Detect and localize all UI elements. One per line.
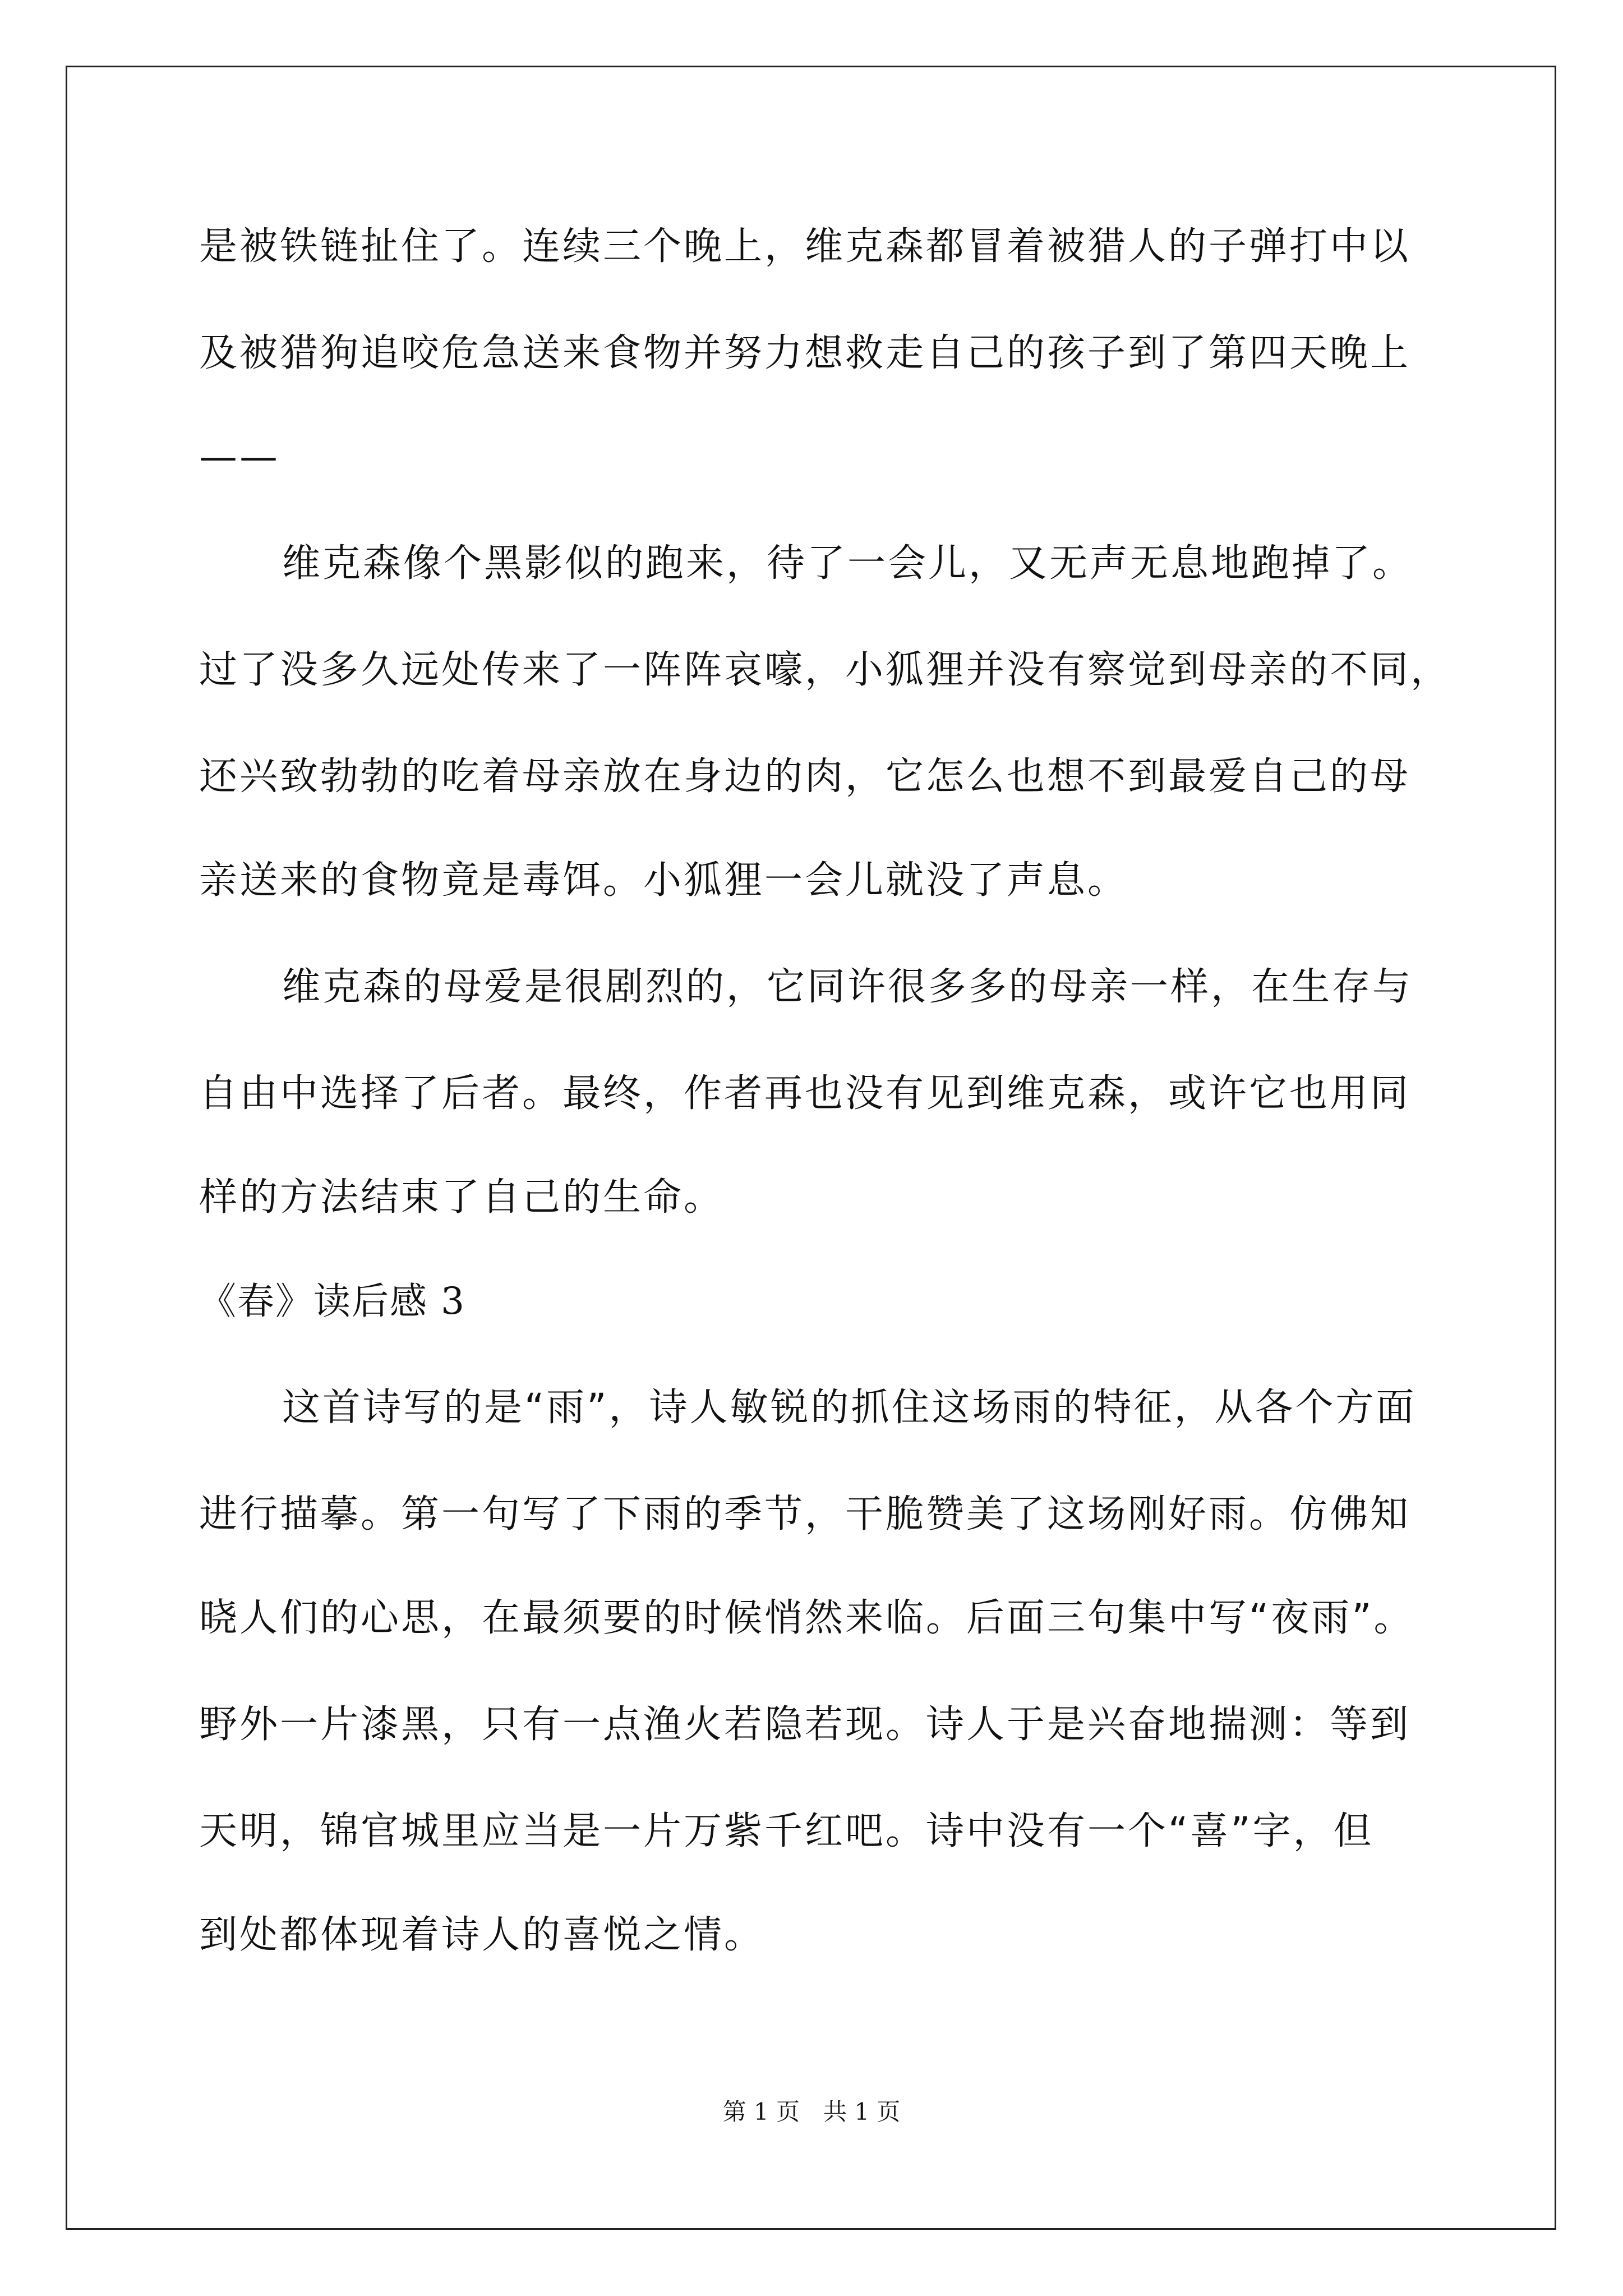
paragraph-4-line-1: 这首诗写的是“雨”，诗人敏锐的抓住这场雨的特征，从各个方面 (282, 1386, 1417, 1430)
section-heading: 《春》读后感 3 (199, 1280, 465, 1323)
paragraph-2-line-2: 过了没多久远处传来了一阵阵哀嚎，小狐狸并没有察觉到母亲的不同， (199, 648, 1451, 692)
paragraph-2-line-4: 亲送来的食物竟是毒饵。小狐狸一会儿就没了声息。 (199, 858, 1128, 903)
page-border (66, 66, 1556, 2230)
page-footer: 第 1 页 共 1 页 (722, 2098, 901, 2125)
paragraph-4-line-6: 到处都体现着诗人的喜悦之情。 (199, 1913, 765, 1957)
paragraph-4-line-4: 野外一片漆黑，只有一点渔火若隐若现。诗人于是兴奋地揣测：等到 (199, 1703, 1411, 1747)
paragraph-4-line-5: 天明，锦官城里应当是一片万紫千红吧。诗中没有一个“喜”字，但 (199, 1809, 1374, 1853)
paragraph-3-line-3: 样的方法结束了自己的生命。 (199, 1175, 725, 1220)
paragraph-1-line-3: —— (199, 435, 280, 479)
paragraph-3-line-1: 维克森的母爱是很剧烈的，它同许很多多的母亲一样，在生存与 (282, 965, 1413, 1009)
paragraph-2-line-1: 维克森像个黑影似的跑来，待了一会儿，又无声无息地跑掉了。 (282, 541, 1413, 586)
paragraph-3-line-2: 自由中选择了后者。最终，作者再也没有见到维克森，或许它也用同 (199, 1071, 1411, 1116)
paragraph-4-line-3: 晓人们的心思，在最须要的时候悄然来临。后面三句集中写“夜雨”。 (199, 1596, 1414, 1640)
paragraph-2-line-3: 还兴致勃勃的吃着母亲放在身边的肉，它怎么也想不到最爱自己的母 (199, 754, 1411, 799)
paragraph-4-line-2: 进行描摹。第一句写了下雨的季节，干脆赞美了这场刚好雨。仿佛知 (199, 1492, 1411, 1536)
paragraph-1-line-1: 是被铁链扯住了。连续三个晚上，维克森都冒着被猎人的子弹打中以 (199, 224, 1411, 269)
paragraph-1-line-2: 及被猎狗追咬危急送来食物并努力想救走自己的孩子到了第四天晚上 (199, 331, 1411, 375)
